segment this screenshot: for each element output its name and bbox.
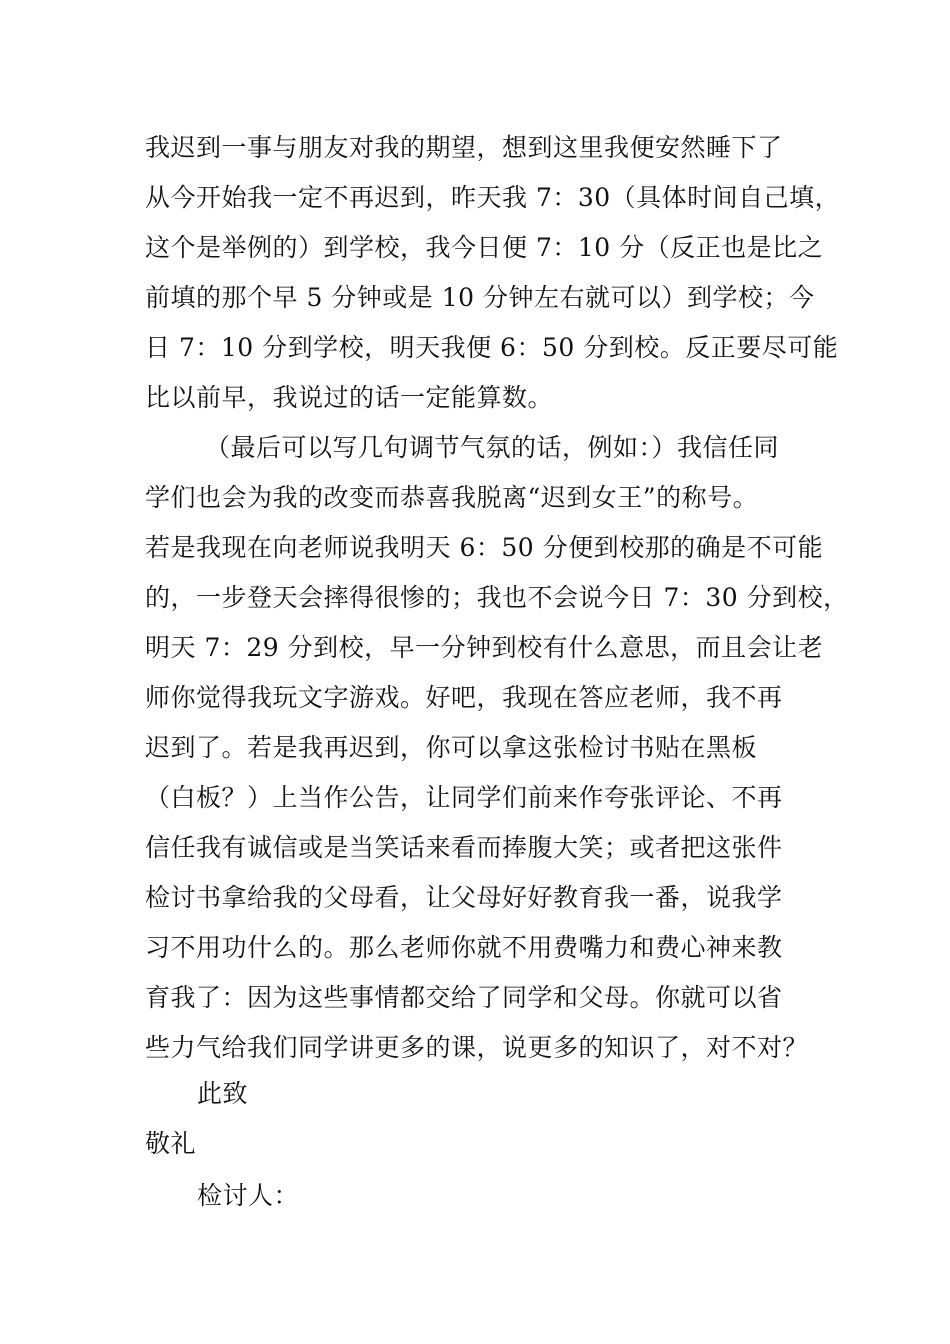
text-line: 信任我有诚信或是当笑话来看而捧腹大笑；或者把这张件 (145, 833, 783, 862)
text-line: 习不用功什么的。那么老师你就不用费嘴力和费心神来教 (145, 933, 783, 962)
closing-jing-li: 敬礼 (145, 1129, 197, 1158)
text-line: 日 7：10 分到学校，明天我便 6：50 分到校。反正要尽可能 (145, 333, 839, 362)
text-line: （白板？）上当作公告，让同学们前来作夸张评论、不再 (145, 783, 783, 812)
closing-ci-zhi: 此致 (197, 1079, 249, 1108)
text-line: 从今开始我一定不再迟到，昨天我 7：30（具体时间自己填， (145, 183, 841, 212)
text-line: （最后可以写几句调节气氛的话，例如：）我信任同 (205, 433, 780, 462)
text-line: 学们也会为我的改变而恭喜我脱离“迟到女王”的称号。 (145, 483, 759, 512)
text-line: 的，一步登天会摔得很惨的；我也不会说今日 7：30 分到校， (145, 583, 849, 612)
text-line: 育我了：因为这些事情都交给了同学和父母。你就可以省 (145, 983, 783, 1012)
text-line: 我迟到一事与朋友对我的期望，想到这里我便安然睡下了 (145, 133, 783, 162)
text-line: 明天 7：29 分到校，早一分钟到校有什么意思，而且会让老 (145, 633, 824, 662)
text-line: 师你觉得我玩文字游戏。好吧，我现在答应老师，我不再 (145, 683, 783, 712)
text-line: 比以前早，我说过的话一定能算数。 (145, 383, 554, 412)
text-line: 若是我现在向老师说我明天 6：50 分便到校那的确是不可能 (145, 533, 824, 562)
text-line: 这个是举例的）到学校，我今日便 7：10 分（反正也是比之 (145, 233, 824, 262)
text-line: 些力气给我们同学讲更多的课，说更多的知识了，对不对？ (145, 1033, 809, 1062)
text-line: 检讨书拿给我的父母看，让父母好好教育我一番，说我学 (145, 883, 783, 912)
text-line: 前填的那个早 5 分钟或是 10 分钟左右就可以）到学校；今 (145, 283, 815, 312)
text-line: 迟到了。若是我再迟到，你可以拿这张检讨书贴在黑板 (145, 733, 758, 762)
signature-label: 检讨人： (197, 1181, 300, 1210)
